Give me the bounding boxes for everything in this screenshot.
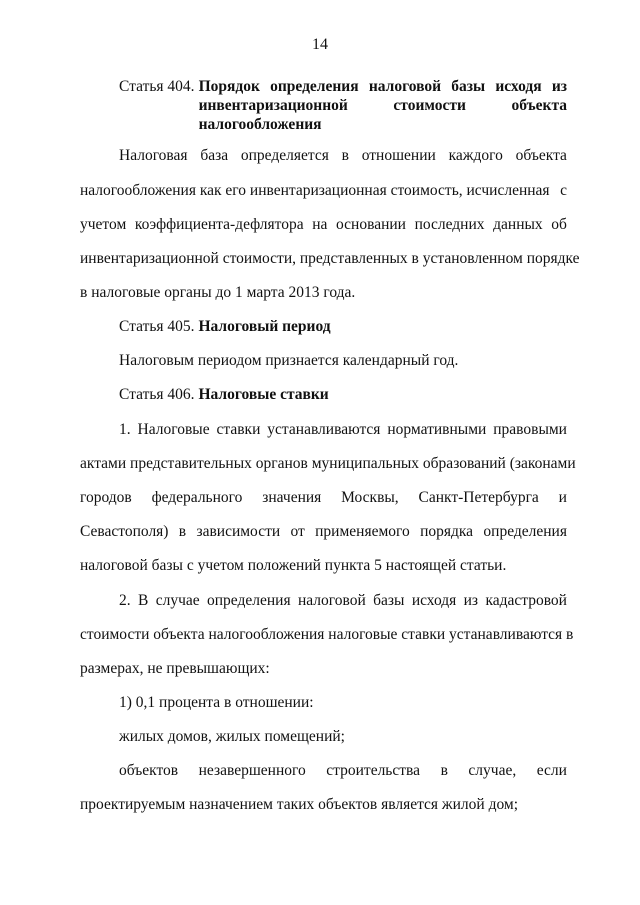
article-406-item-1: 1) 0,1 процента в отношении: [119, 694, 314, 711]
article-406-title: Налоговые ставки [198, 386, 329, 403]
article-404-heading [119, 77, 567, 134]
article-406-p1-line: актами представительных органов муниципальных образований (законами [80, 455, 576, 472]
article-404-body-line: Налоговая база определяется в отношении каждого объекта [119, 147, 567, 164]
article-406-p1-line: налоговой базы с учетом положений пункта 5 настоящей статьи. [80, 557, 507, 574]
article-406-p2-line: 2. В случае определения налоговой базы исходя из кадастровой [119, 592, 567, 609]
article-406-label: Статья 406. [119, 386, 195, 403]
article-406-item-1-b-line: объектов незавершенного строительства в случае, если [119, 762, 567, 779]
article-406-p1-line: городов федерального значения Москвы, Санкт-Петербурга и [80, 489, 567, 506]
article-404-body-line: инвентаризационной стоимости, представленных в установленном порядке [80, 250, 580, 267]
article-406-p2-line: размерах, не превышающих: [80, 660, 270, 677]
article-406-p1-line: 1. Налоговые ставки устанавливаются нормативными правовыми [119, 421, 567, 438]
article-406-heading [119, 386, 329, 404]
article-404-body-line: учетом коэффициента-дефлятора на основании последних данных об [80, 216, 567, 233]
page-number: 14 [312, 36, 328, 53]
article-404-body-line: в налоговые органы до 1 марта 2013 года. [80, 284, 356, 301]
article-406-item-1-a: жилых домов, жилых помещений; [119, 728, 345, 745]
article-405-title: Налоговый период [198, 318, 331, 335]
article-404-title: Порядок определения налоговой базы исходя из инвентаризационной стоимости объекта налогообложения [198, 78, 567, 133]
article-405-label: Статья 405. [119, 318, 195, 335]
article-406-item-1-b-line: проектируемым назначением таких объектов является жилой дом; [80, 796, 519, 813]
article-405-body: Налоговым периодом признается календарный год. [119, 352, 459, 369]
article-406-p2-line: стоимости объекта налогообложения налоговые ставки устанавливаются в [80, 626, 574, 643]
article-405-heading [119, 318, 331, 336]
article-404-body-line: налогообложения как его инвентаризационная стоимость, исчисленная с [80, 182, 567, 199]
article-406-p1-line: Севастополя) в зависимости от применяемого порядка определения [80, 523, 567, 540]
article-404-label: Статья 404. [119, 78, 195, 95]
